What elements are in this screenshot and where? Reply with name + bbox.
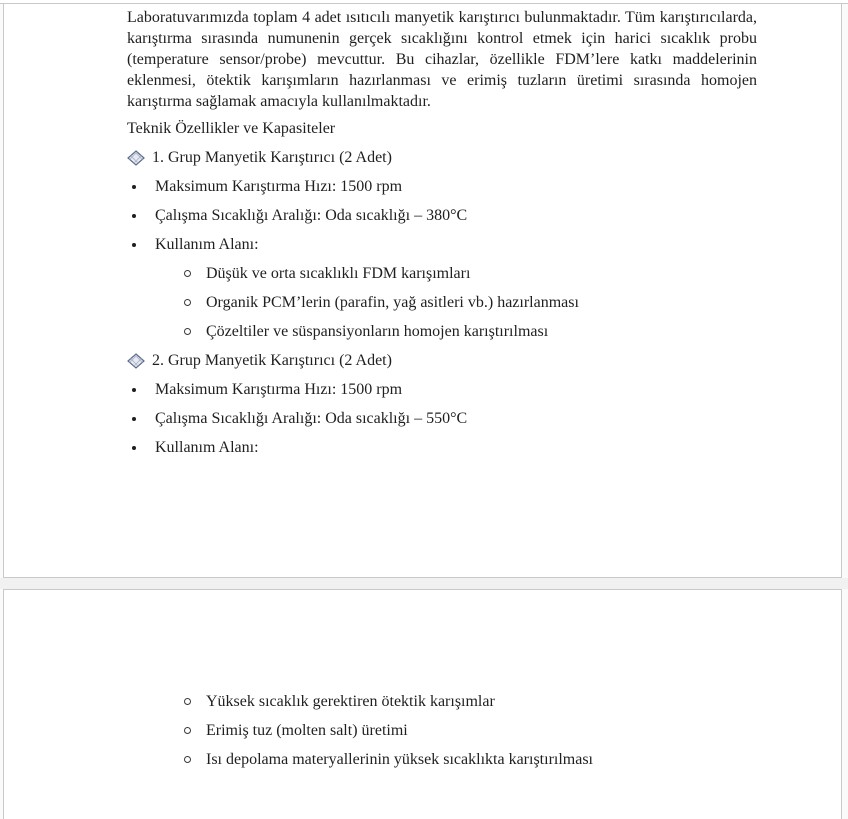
list-item-text: 1. Grup Manyetik Karıştırıcı (2 Adet) [152,149,392,166]
bullet-dot-icon [127,437,155,450]
sub-list-item [127,720,757,741]
circle-bullet-icon [182,263,206,277]
list-item-text: Yüksek sıcaklık gerektiren ötektik karışımlar [206,693,495,710]
list-item-text: 2. Grup Manyetik Karıştırıcı (2 Adet) [152,352,392,369]
list-item [127,408,757,429]
list-item-text: Kullanım Alanı: [155,439,259,456]
list-item [127,234,757,255]
list-item-text: Maksimum Karıştırma Hızı: 1500 rpm [155,178,403,195]
list-item-text: Maksimum Karıştırma Hızı: 1500 rpm [155,381,403,398]
circle-bullet-icon [182,321,206,335]
diamond-bullet-icon [127,350,152,369]
list-item [127,379,757,400]
document-page-1 [3,4,842,578]
sub-list-item [127,263,757,284]
bullet-dot-icon [127,379,155,392]
circle-bullet-icon [182,749,206,763]
intro-paragraph: Laboratuvarımızda toplam 4 adet ısıtıcılı manyetik karıştırıcı bulunmaktadır. Tüm karıştırıcılarda, karıştırma sırasında numunenin gerçek sıcaklığını kontrol etmek için harici sıcaklık probu (temperature sensor/probe) mevcuttur. Bu cihazlar, özellikle FDM’lere katkı maddelerinin eklenmesi, ötektik karışımların hazırlanması ve erimiş tuzların üretimi sırasında homojen karıştırma sağlamak amacıyla kullanılmaktadır. [127,9,757,110]
bullet-dot-icon [127,176,155,189]
circle-bullet-icon [182,720,206,734]
circle-bullet-icon [182,292,206,306]
list-item-text: Kullanım Alanı: [155,236,259,253]
list-item-text: Erimiş tuz (molten salt) üretimi [206,722,408,739]
list-item-text: Düşük ve orta sıcaklıklı FDM karışımları [206,265,471,282]
list-item-group-1 [127,147,757,168]
list-item [127,176,757,197]
list-item [127,205,757,226]
list-item-text: Organik PCM’lerin (parafin, yağ asitleri vb.) hazırlanması [206,294,579,311]
diamond-bullet-icon [127,147,152,166]
list-item-group-2 [127,350,757,371]
circle-bullet-icon [182,691,206,705]
list-item-text: Çalışma Sıcaklığı Aralığı: Oda sıcaklığı – 380°C [155,207,468,224]
sub-list-item [127,691,757,712]
list-item-text: Çalışma Sıcaklığı Aralığı: Oda sıcaklığı – 550°C [155,410,468,427]
sub-list-item [127,749,757,770]
document-page-2 [3,589,842,819]
page-break-gap [0,578,848,589]
bullet-dot-icon [127,205,155,218]
sub-list-item [127,321,757,342]
list-item-text: Isı depolama materyallerinin yüksek sıcaklıkta karıştırılması [206,751,593,768]
sub-list-item [127,292,757,313]
bullet-dot-icon [127,234,155,247]
section-heading: Teknik Özellikler ve Kapasiteler [127,120,336,137]
list-item-text: Çözeltiler ve süspansiyonların homojen karıştırılması [206,323,549,340]
list-item [127,437,757,458]
bullet-dot-icon [127,408,155,421]
